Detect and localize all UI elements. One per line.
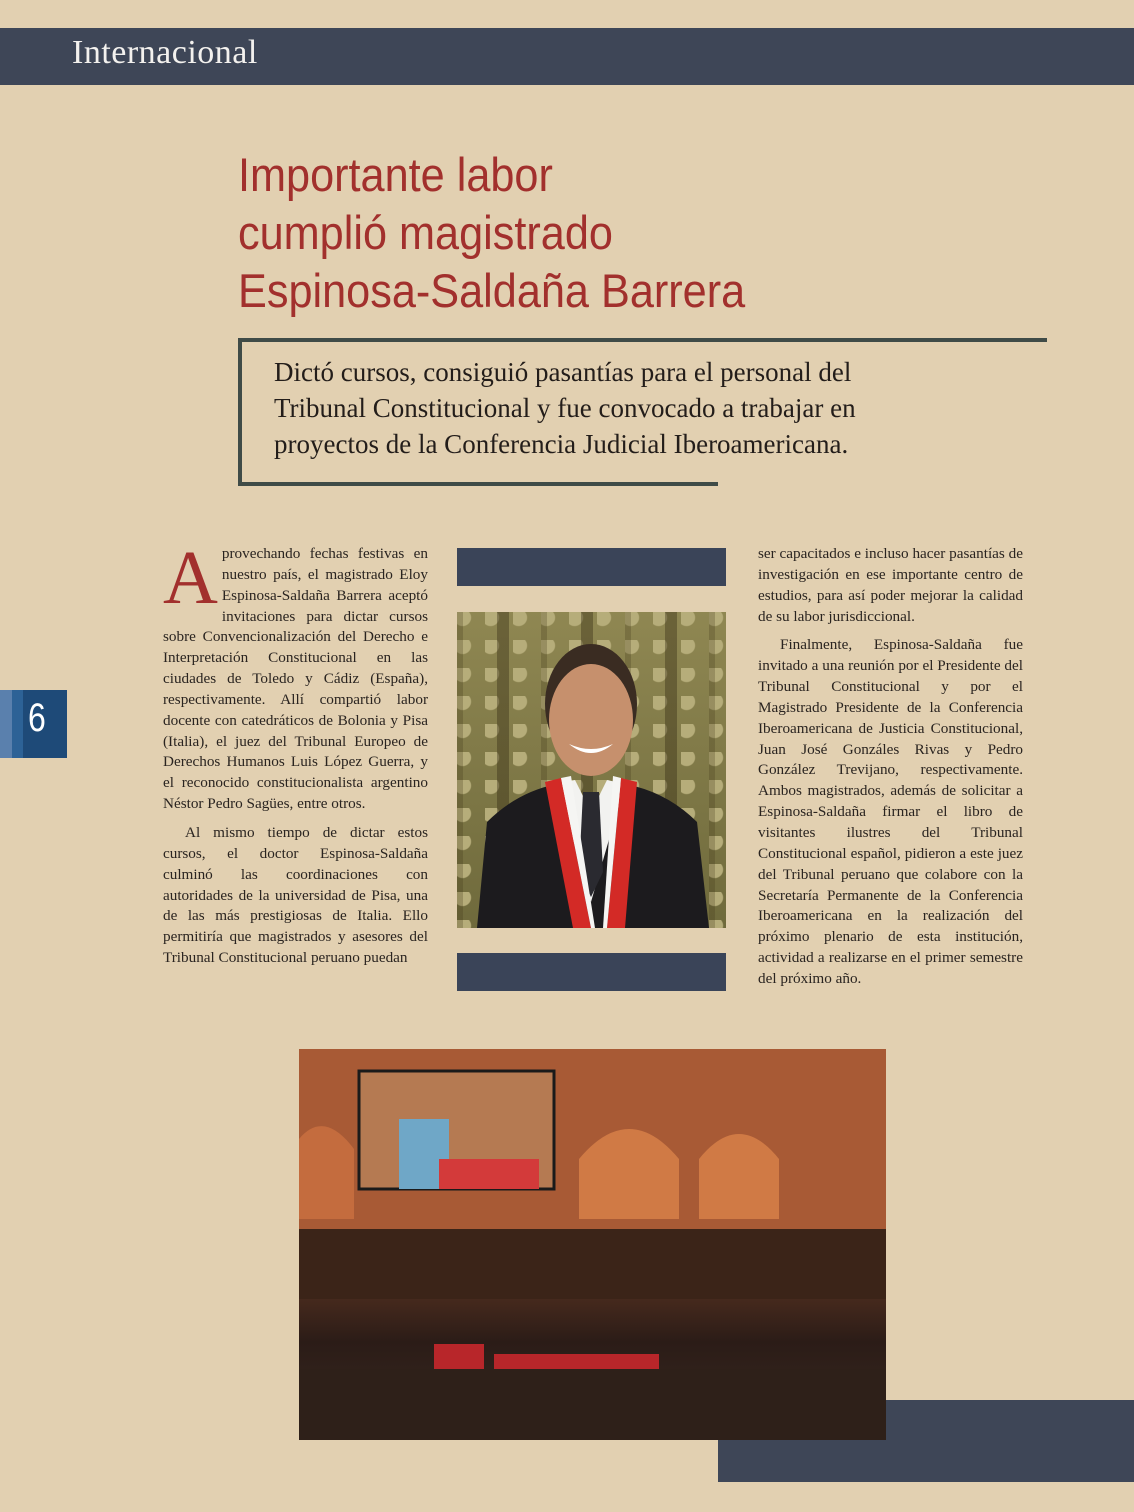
headline-line: Espinosa-Saldaña Barrera — [238, 264, 746, 317]
page-number: 6 — [28, 696, 46, 740]
deck-line: proyectos de la Conferencia Judicial Iberoamericana. — [274, 429, 849, 459]
arch-shape — [699, 1134, 779, 1219]
deck-left-rule — [238, 338, 242, 486]
page-tab-stripe — [0, 690, 12, 758]
paragraph: ser capacitados e incluso hacer pasantías de investigación en ese importante centro de estudios, para así poder mejorar la calidad de su labor jurisdiccional. — [758, 545, 1023, 625]
face-shape — [549, 664, 633, 776]
page-tab-stripe — [12, 690, 23, 758]
article-deck — [274, 354, 1034, 462]
article-headline — [238, 146, 937, 320]
page-number-tab — [0, 690, 67, 758]
floor-audience — [299, 1369, 886, 1440]
deck-top-rule — [238, 338, 1047, 342]
article-deck-box — [238, 338, 1044, 484]
auditorium-ceremony-photo — [299, 1049, 886, 1440]
section-title: Internacional — [72, 34, 258, 71]
screen-podium — [439, 1159, 539, 1189]
paragraph: Finalmente, Espinosa-Saldaña fue invitado a una reunión por el Presidente del Tribunal Constitucional y por el Magistrado Presidente de la Conferencia Iberoamericana de Justicia Constitucional, Juan José Gonzáles Rivas y Pedro González Trevijano, respectivamente. Ambos magistrados, además de solicitar a Espinosa-Saldaña firmar el libro de visitantes ilustres del Tribunal Constitucional español, pidieron a este juez del Tribunal peruano que colabore con la Secretaría Permanente de la Conferencia Iberoamericana en la realización del próximo plenario de esta institución, actividad a realizarse en el primer semestre del próximo año. — [758, 636, 1023, 987]
paragraph — [163, 536, 428, 815]
deck-bottom-rule — [238, 482, 718, 486]
deck-line: Dictó cursos, consiguió pasantías para el personal del — [274, 357, 852, 387]
deck-line: Tribunal Constitucional y fue convocado a trabajar en — [274, 393, 856, 423]
auditorium-illustration — [299, 1049, 886, 1440]
drop-cap: A — [163, 536, 218, 620]
gallery-audience — [299, 1229, 886, 1299]
portrait-illustration — [457, 612, 726, 928]
article-column-right — [758, 544, 1023, 998]
photo-top-bar — [457, 548, 726, 586]
headline-line: cumplió magistrado — [238, 206, 613, 259]
portrait-photo — [457, 612, 726, 928]
headline-line: Importante labor — [238, 148, 553, 201]
arch-shape — [299, 1126, 354, 1219]
paragraph-text: provechando fechas festivas en nuestro país, el magistrado Eloy Espinosa-Saldaña Barrera aceptó invitaciones para dictar cursos sobre Convencionalización del Derecho e Interpretación Constitucional en las ciudades de Toledo y Cádiz (España), respectivamente. Allí compartió labor docente con catedráticos de Bolonia y Pisa (Italia), el juez del Tribunal Europeo de Derechos Humanos Luis López Guerra, y el reconocido constitucionalista argentino Néstor Pedro Sagües, entre otros. — [163, 545, 428, 813]
paragraph: Al mismo tiempo de dictar estos cursos, el doctor Espinosa-Saldaña culminó las coordinaciones con autoridades de la universidad de Pisa, una de las más prestigiosas de Italia. Ello permitiría que magistrados y asesores del Tribunal Constitucional peruano puedan — [163, 823, 428, 967]
article-column-left — [163, 536, 428, 977]
photo-bottom-bar — [457, 953, 726, 991]
